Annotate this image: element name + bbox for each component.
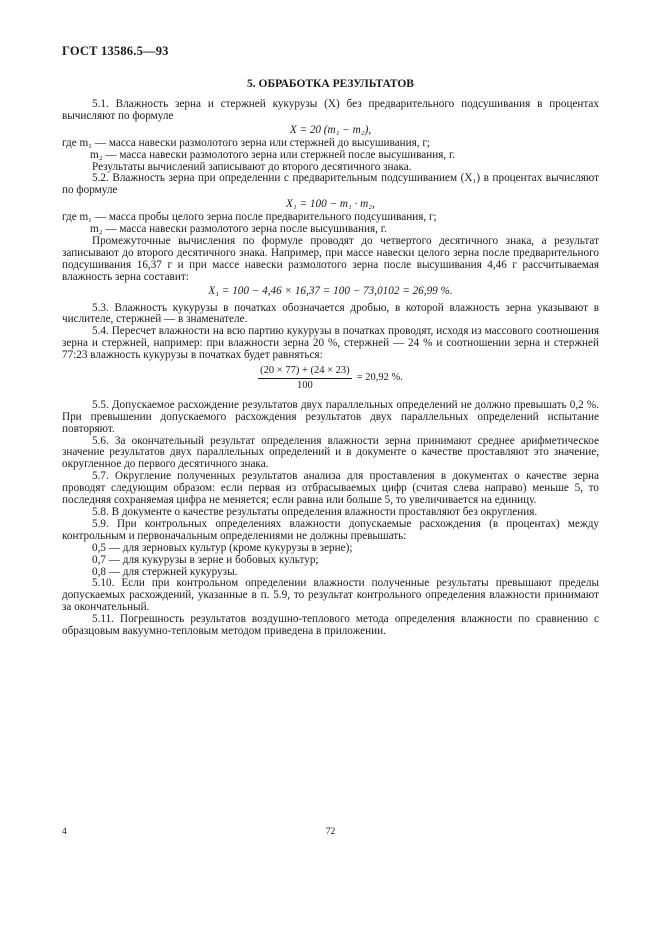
fraction bbox=[258, 365, 352, 392]
paragraph-5-3: 5.3. Влажность кукурузы в початках обозначается дробью, в которой влажность зерна указывают в числителе, стержней — в знаменателе. bbox=[62, 301, 599, 326]
paragraph-5-5: 5.5. Допускаемое расхождение результатов двух параллельных определений не должно превышать 0,2 %. При превышении допускаемого расхождения результатов двух параллельных определений испытание повторяют. bbox=[62, 398, 599, 435]
list-item: 0,8 — для стержней кукурузы. bbox=[92, 565, 238, 578]
fraction-numerator: (20 × 77) + (24 × 23) bbox=[258, 365, 352, 379]
paragraph-note: Результаты вычислений записывают до второго десятичного знака. bbox=[92, 160, 412, 173]
paragraph-5-2: 5.2. Влажность зерна при определении с предварительным подсушиванием (X₁) в процентах вычисляют по формуле bbox=[62, 172, 599, 197]
paragraph-5-1: 5.1. Влажность зерна и стержней кукурузы (X) без предварительного подсушивания в процентах вычисляют по формуле bbox=[62, 98, 599, 122]
list-item: 0,5 — для зерновых культур (кроме кукурузы в зерне); bbox=[92, 541, 353, 554]
fraction-result: = 20,92 %. bbox=[356, 372, 403, 384]
paragraph-5-10: 5.10. Если при контрольном определении влажности полученные результаты превышают пределы допускаемых расхождений, указанные в п. 5.9, то результат контрольного определения влажности принимают за окончательный. bbox=[62, 577, 599, 614]
formula-legend: где m₁ — масса пробы целого зерна после предварительного подсушивания, г; bbox=[62, 211, 437, 224]
formula-example: X₁ = 100 − 4,46 × 16,37 = 100 − 73,0102 = 26,99 %. bbox=[208, 284, 453, 297]
document-header: ГОСТ 13586.5—93 bbox=[62, 44, 169, 58]
formula-legend: где m₁ — масса навески размолотого зерна или стержней до высушивания, г; bbox=[62, 136, 431, 149]
paragraph-5-6: 5.6. За окончательный результат определения влажности зерна принимают среднее арифметическое значение результатов двух параллельных определений и в документе о качестве проставляют это значение, округленное до первого десятичного знака. bbox=[62, 434, 599, 471]
page-number-left: 4 bbox=[62, 827, 67, 837]
paragraph-5-11: 5.11. Погрешность результатов воздушно-теплового метода определения влажности по сравнению с образцовым вакуумно-тепловым методом приведена в приложении. bbox=[62, 613, 599, 638]
page-number: 72 bbox=[325, 827, 336, 837]
list-item: 0,7 — для кукурузы в зерне и бобовых культур; bbox=[92, 553, 319, 566]
paragraph-5-8: 5.8. В документе о качестве результаты определения влажности проставляют без округления. bbox=[92, 506, 538, 518]
section-title: 5. ОБРАБОТКА РЕЗУЛЬТАТОВ bbox=[247, 78, 414, 90]
formula-predried-moisture: X₁ = 100 − m₁ · m₂, bbox=[286, 198, 375, 211]
formula-moisture: X = 20 (m₁ − m₂), bbox=[289, 123, 372, 136]
document-body bbox=[62, 99, 599, 638]
paragraph-5-2-example: Промежуточные вычисления по формуле проводят до четвертого десятичного знака, а результат записывают до второго десятичного знака. Например, при массе навески целого зерна после предварительного подсушивания 16,37 г и при массе навески размолотого зерна после высушивания 4,46 г рассчитываемая влажность зерна составит: bbox=[62, 234, 599, 283]
fraction-denominator: 100 bbox=[297, 379, 313, 391]
paragraph-5-4: 5.4. Пересчет влажности на всю партию кукурузы в початках проводят, исходя из массового соотношения зерна и стержней, например: при влажности зерна 20 %, стержней — 24 % и соотношении зерна и стержней 77:23 влажность кукурузы в початках будет равняться: bbox=[62, 325, 599, 362]
formula-legend: m₂ — масса навески размолотого зерна после высушивания, г. bbox=[90, 223, 387, 236]
paragraph-5-7: 5.7. Округление полученных результатов анализа для проставления в документах о качестве зерна проводят следующим образом: если первая из отбрасываемых цифр (считая слева направо) меньше 5, то последняя сохраняемая цифра не меняется; если равна или больше 5, то увеличивается на единицу. bbox=[62, 470, 599, 507]
formula-cob-moisture bbox=[62, 365, 599, 392]
formula-legend: m₂ — масса навески размолотого зерна или стержней после высушивания, г. bbox=[90, 148, 456, 161]
paragraph-5-9: 5.9. При контрольных определениях влажности допускаемые расхождения (в процентах) между контрольным и первоначальным определениями не должны превышать: bbox=[62, 517, 599, 542]
